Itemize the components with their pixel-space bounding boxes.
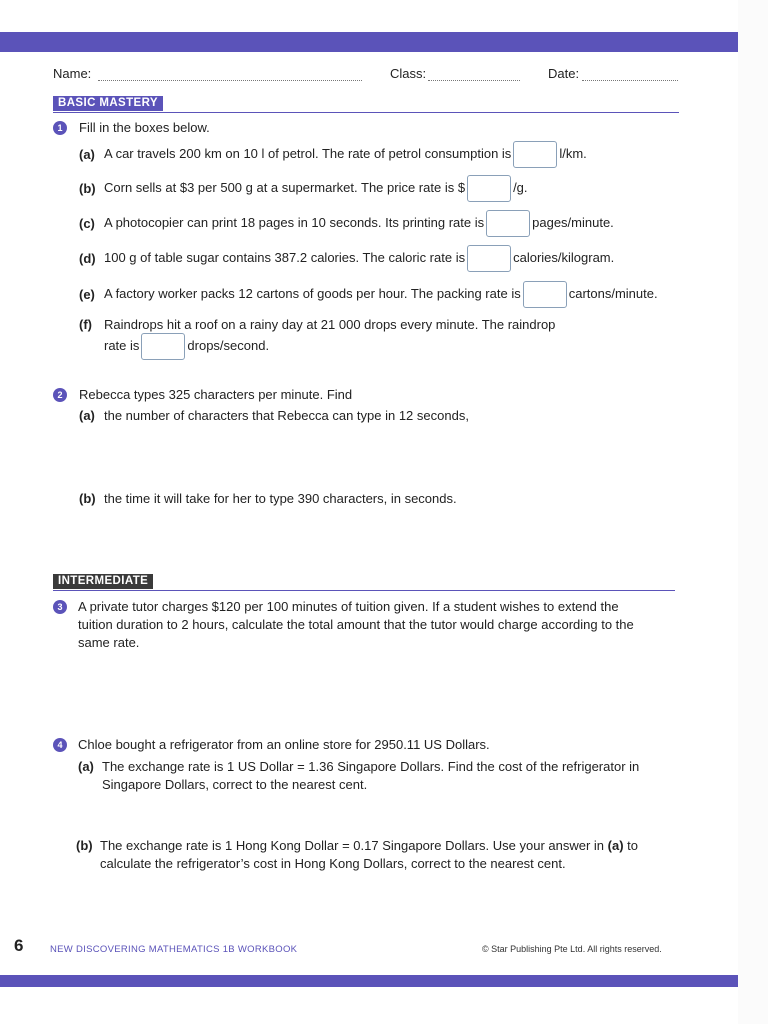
q1a-line [104, 141, 587, 168]
q1b-label: (b) [79, 181, 96, 196]
q1b-text: Corn sells at $3 per 500 g at a supermarket. The price rate is $ [104, 179, 466, 195]
question-2-text: Rebecca types 325 characters per minute. Find [79, 387, 353, 402]
page-number: 6 [14, 936, 24, 955]
q1c-text: A photocopier can print 18 pages in 10 seconds. Its printing rate is [104, 214, 485, 230]
q1d-text: 100 g of table sugar contains 387.2 calories. The caloric rate is [104, 249, 466, 265]
q1c-unit: pages/minute. [532, 214, 614, 230]
q1d-label: (d) [79, 251, 96, 266]
q1a-answer-box[interactable] [513, 141, 557, 168]
name-label: Name: [53, 66, 92, 81]
q2b-text: the time it will take for her to type 390 characters, in seconds. [104, 491, 457, 506]
question-2-number: 2 [53, 388, 67, 402]
question-4-text: Chloe bought a refrigerator from an online store for 2950.11 US Dollars. [78, 737, 490, 752]
q4a-text: The exchange rate is 1 US Dollar = 1.36 Singapore Dollars. Find the cost of the refrigerator in Singapore Dollars, correct to the nearest cent. [102, 759, 640, 792]
q1d-line [104, 245, 614, 272]
q1f-text-2: rate is [104, 337, 140, 353]
q4b-text [100, 837, 645, 873]
section-basic-mastery [53, 96, 679, 113]
q1a-text: A car travels 200 km on 10 l of petrol. The rate of petrol consumption is [104, 145, 512, 161]
q1f-text: Raindrops hit a roof on a rainy day at 21 000 drops every minute. The raindrop [104, 317, 556, 332]
q1c-label: (c) [79, 216, 95, 231]
question-3-text: A private tutor charges $120 per 100 minutes of tuition given. If a student wishes to extend the tuition duration to 2 hours, calculate the total amount that the tutor would charge according to the same rate. [78, 599, 634, 650]
q1c-answer-box[interactable] [486, 210, 530, 237]
q1e-answer-box[interactable] [523, 281, 567, 308]
section-intermediate [53, 574, 675, 591]
top-band [0, 32, 738, 52]
q1b-unit: /g. [513, 179, 528, 195]
copyright: © Star Publishing Pte Ltd. All rights reserved. [482, 944, 662, 954]
bottom-band [0, 975, 738, 987]
q1a-label: (a) [79, 147, 95, 162]
q1e-text: A factory worker packs 12 cartons of goods per hour. The packing rate is [104, 285, 521, 301]
q1d-answer-box[interactable] [467, 245, 511, 272]
class-field[interactable] [428, 70, 520, 81]
book-title: NEW DISCOVERING MATHEMATICS 1B WORKBOOK [50, 944, 298, 955]
q2a-text: the number of characters that Rebecca can type in 12 seconds, [104, 408, 469, 423]
page-edge [738, 0, 768, 1024]
q1b-answer-box[interactable] [467, 175, 511, 202]
q4a-label: (a) [78, 759, 94, 774]
q4b-label: (b) [76, 838, 93, 853]
class-label: Class: [390, 66, 427, 81]
q4b-ref: (a) [607, 838, 624, 853]
q4b-text-2: to calculate the refrigerator’s cost in Hong Kong Dollars, correct to the nearest cent. [100, 838, 639, 871]
q1f-line [104, 333, 269, 360]
q1b-line [104, 175, 528, 202]
q2b-label: (b) [79, 491, 96, 506]
date-label: Date: [548, 66, 580, 81]
question-1-text: Fill in the boxes below. [79, 120, 210, 135]
question-4-number: 4 [53, 738, 67, 752]
section-intermediate-label: INTERMEDIATE [53, 574, 153, 589]
q1e-unit: cartons/minute. [568, 285, 658, 301]
name-field[interactable] [98, 70, 362, 81]
q1f-label: (f) [79, 317, 92, 332]
q1f-unit: drops/second. [187, 337, 270, 353]
section-basic-mastery-label: BASIC MASTERY [53, 96, 163, 111]
q1e-label: (e) [79, 287, 95, 302]
q1e-line [104, 281, 658, 308]
q1f-answer-box[interactable] [141, 333, 185, 360]
question-3-number: 3 [53, 600, 67, 614]
q1d-unit: calories/kilogram. [513, 249, 615, 265]
q2a-label: (a) [79, 408, 95, 423]
q1a-unit: l/km. [559, 145, 587, 161]
date-field[interactable] [582, 70, 678, 81]
question-1-number: 1 [53, 121, 67, 135]
q4b-text-1: The exchange rate is 1 Hong Kong Dollar = 0.17 Singapore Dollars. Use your answer in [100, 838, 608, 853]
q1c-line [104, 210, 614, 237]
